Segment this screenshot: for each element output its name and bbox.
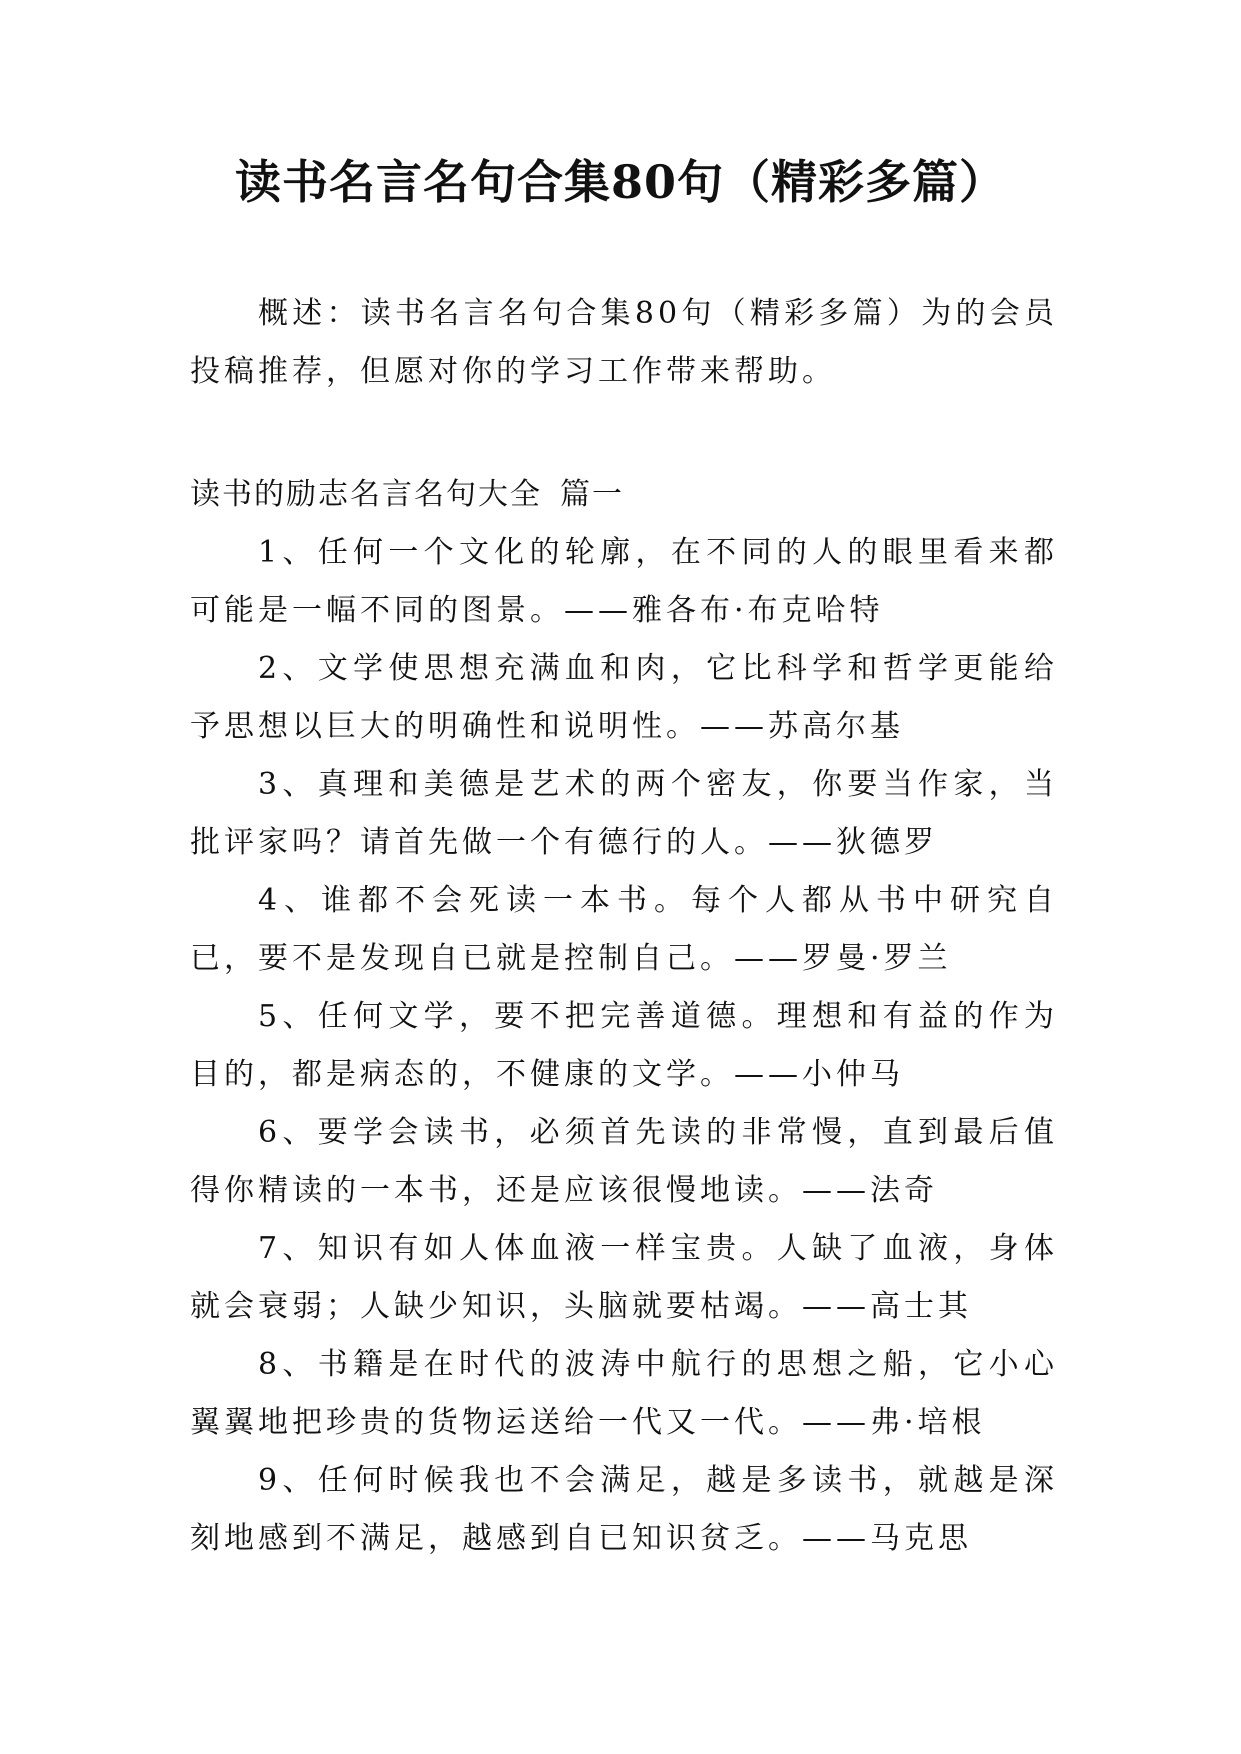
section-heading-text: 读书的励志名言名句大全 bbox=[190, 477, 542, 512]
quote-item: 4、谁都不会死读一本书。每个人都从书中研究自已，要不是发现自已就是控制自己。——罗曼·罗兰 bbox=[190, 883, 1058, 976]
quote-item: 7、知识有如人体血液一样宝贵。人缺了血液，身体就会衰弱；人缺少知识，头脑就要枯竭。——高士其 bbox=[190, 1231, 1058, 1324]
quote-item: 3、真理和美德是艺术的两个密友，你要当作家，当批评家吗？请首先做一个有德行的人。——狄德罗 bbox=[190, 767, 1058, 860]
quote-item: 8、书籍是在时代的波涛中航行的思想之船，它小心翼翼地把珍贵的货物运送给一代又一代。——弗·培根 bbox=[190, 1347, 1058, 1440]
quote-item: 5、任何文学，要不把完善道德。理想和有益的作为目的，都是病态的，不健康的文学。——小仲马 bbox=[190, 999, 1058, 1092]
section-heading bbox=[190, 466, 1058, 524]
document-title: 读书名言名句合集80句（精彩多篇） bbox=[234, 155, 1006, 209]
quote-item: 1、任何一个文化的轮廓，在不同的人的眼里看来都可能是一幅不同的图景。——雅各布·布克哈特 bbox=[190, 535, 1058, 628]
summary-paragraph: 概述：读书名言名句合集80句（精彩多篇）为的会员投稿推荐，但愿对你的学习工作带来帮助。 bbox=[190, 296, 1058, 389]
quote-item: 9、任何时候我也不会满足，越是多读书，就越是深刻地感到不满足，越感到自已知识贫乏。——马克思 bbox=[190, 1463, 1058, 1556]
quote-item: 2、文学使思想充满血和肉，它比科学和哲学更能给予思想以巨大的明确性和说明性。——苏高尔基 bbox=[190, 651, 1058, 744]
quote-list bbox=[190, 524, 1058, 1568]
quote-item: 6、要学会读书，必须首先读的非常慢，直到最后值得你精读的一本书，还是应该很慢地读。——法奇 bbox=[190, 1115, 1058, 1208]
section-label: 篇一 bbox=[560, 477, 624, 512]
